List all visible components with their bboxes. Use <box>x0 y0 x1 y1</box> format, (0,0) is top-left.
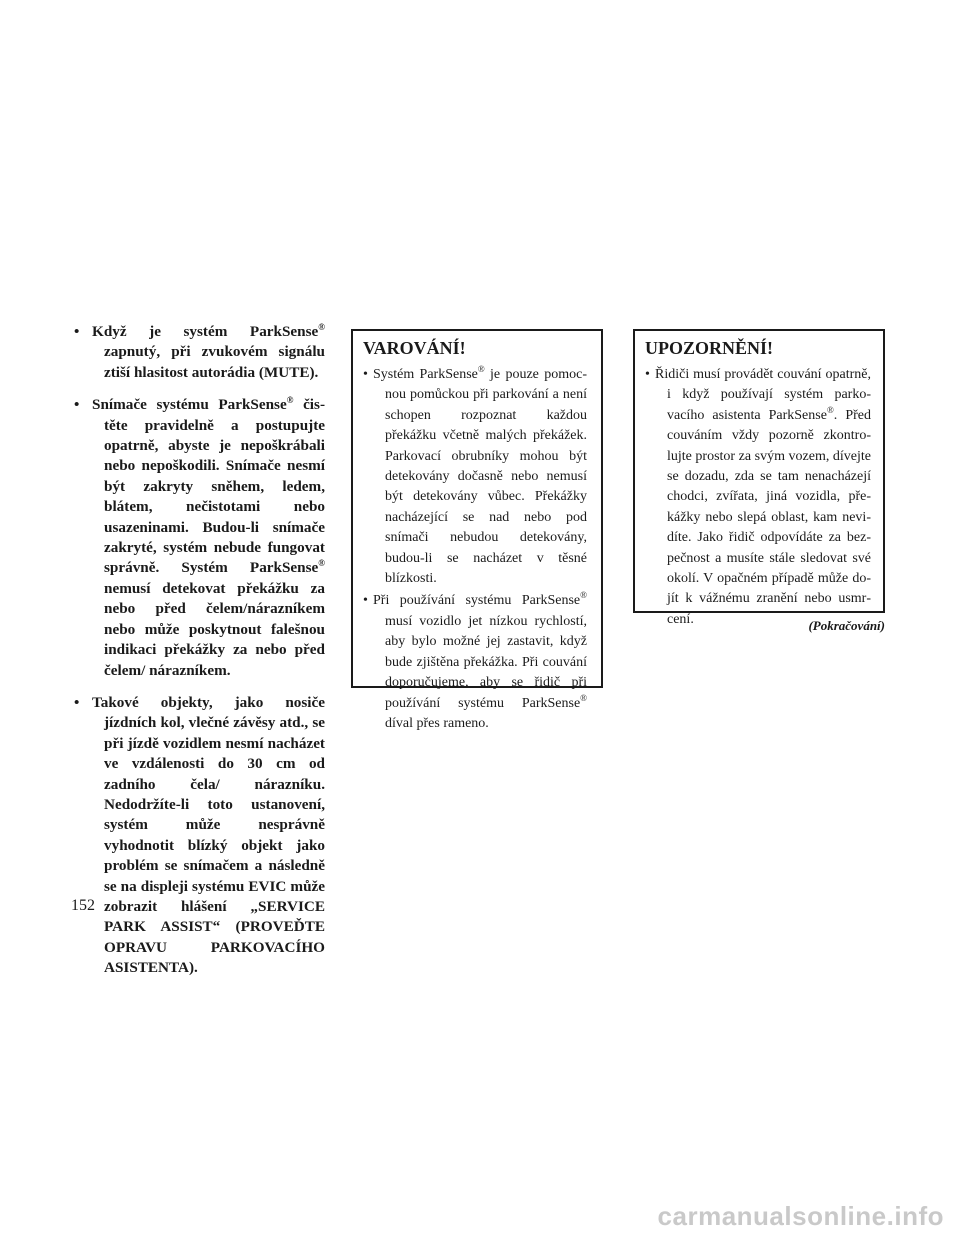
registered-mark: ® <box>580 590 587 601</box>
list-item-text: Řidiči musí provádět couvání opatrně, i když používají systém parkovacího asistenta ParkSense®. Před couváním vždy pozorně zkontrolujte prostor za svým vozem, dívejte se dozadu, zda se tam nenacházejí chodci, zvířata, jiná vozidla, překážky nebo slepá oblast, kam nevidíte. Jako řidič odpovídáte za bezpečnost a musíte stále sledovat své okolí. V opačném případě může dojít k vážnému zranění nebo usmrcení. <box>655 367 871 627</box>
left-column <box>71 322 325 991</box>
list-item-text: Systém ParkSense® je pouze pomocnou pomůckou při parkování a není schopen rozpoznat každou překážku včetně malých překážek. Parkovací obrubníky mohou být detekovány dočasně nebo nemusí být detekovány vůbec. Překážky nacházející se nad nebo pod snímači nebudou detekovány, budou-li se nacházet v těsné blízkosti. <box>373 364 587 587</box>
list-item <box>71 322 325 383</box>
page-number: 152 <box>71 897 95 914</box>
registered-mark: ® <box>318 322 325 332</box>
continued-label: (Pokračování) <box>808 618 885 633</box>
parksense-notes-list <box>71 322 325 979</box>
bullet-icon: • <box>363 593 368 609</box>
bullet-icon: • <box>74 693 80 711</box>
bullet-icon: • <box>74 396 80 414</box>
list-item <box>645 365 871 630</box>
registered-mark: ® <box>477 364 485 374</box>
list-item <box>71 693 325 979</box>
bullet-icon: • <box>363 367 368 382</box>
bullet-icon: • <box>74 323 80 340</box>
list-item-text: Při používání systému ParkSense® musí vozidlo jet nízkou rychlostí, aby bylo možné jej zastavit, když bude zjištěna překážka. Při couvání doporučujeme, aby se řidič při používání systému ParkSense® díval přes rameno. <box>373 590 587 731</box>
registered-mark: ® <box>826 404 834 415</box>
list-item <box>71 395 325 681</box>
list-item-text: Když je systém ParkSense® zapnutý, při zvukovém signálu ztiší hlasitost autorádia (MUTE). <box>92 322 325 381</box>
warning-box <box>351 329 603 731</box>
warning-list <box>363 365 587 734</box>
registered-mark: ® <box>286 395 294 406</box>
caution-title: UPOZORNĚNÍ! <box>645 338 774 358</box>
caution-list <box>645 365 871 630</box>
list-item-text: Takové objekty, jako nosiče jízdních kol, vlečné závěsy atd., se při jízdě vozidlem nesmí nacházet ve vzdálenosti do 30 cm od zadního čela/ nárazníku. Nedodržíte-li toto ustanovení, systém může nesprávně vyhodnotit blízký objekt jako problém se snímačem a následně se na displeji systému EVIC může zobrazit hlášení „SERVICE PARK ASSIST“ (PROVEĎTE OPRAVU PARKOVACÍHO ASISTENTA). <box>92 693 325 977</box>
list-item <box>363 365 587 589</box>
list-item-text: Snímače systému ParkSense® čistěte pravidelně a postupujte opatrně, abyste je nepoškrábali nebo nepoškodili. Snímače nesmí být zakryty sněhem, ledem, blátem, nečistotami nebo usazeninami. Budou-li snímače zakryté, systém nebude fungovat správně. Systém ParkSense® nemusí detekovat překážku za nebo před čelem/nárazníkem nebo může poskytnout falešnou indikaci překážky za nebo před čelem/ nárazníkem. <box>92 395 325 679</box>
warning-title: VAROVÁNÍ! <box>363 338 466 358</box>
registered-mark: ® <box>318 558 325 569</box>
registered-mark: ® <box>580 692 587 703</box>
bullet-icon: • <box>645 367 650 382</box>
watermark: carmanualsonline.info <box>657 1201 944 1231</box>
list-item <box>363 591 587 734</box>
